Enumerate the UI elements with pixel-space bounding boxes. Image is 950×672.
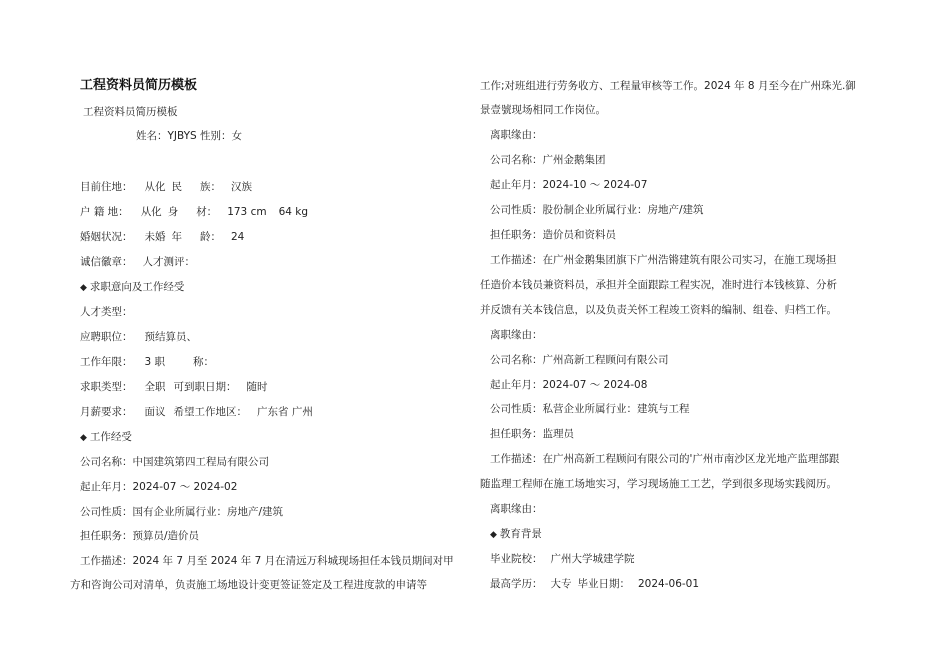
- job2-desc-line1: 工作描述：在广州金鹅集团旗下广州浩锵建筑有限公司实习，在施工现场担: [490, 254, 837, 266]
- job2-company: 公司名称：广州金鹅集团: [490, 154, 606, 166]
- job2-role: 担任职务：造价员和资料员: [490, 229, 616, 241]
- job1-company: 公司名称：中国建筑第四工程局有限公司: [80, 456, 269, 468]
- section-edu-heading: ◆ 教育背景: [490, 528, 542, 540]
- job3-role: 担任职务：监理员: [490, 428, 574, 440]
- section-intent-heading: ◆ 求职意向及工作经受: [80, 281, 185, 293]
- job-type-row: 求职类型： 全职 可到职日期： 随时: [80, 381, 268, 393]
- position-row: 应聘职位： 预结算员、: [80, 331, 197, 343]
- school-row: 毕业院校： 广州大学城建学院: [490, 553, 635, 565]
- section-work-heading: ◆ 工作经受: [80, 431, 132, 443]
- job2-leave: 离职缘由：: [490, 329, 543, 341]
- credit-row: 诚信徽章： 人才测评：: [80, 256, 195, 268]
- residence-row: 目前住地： 从化 民 族： 汉族: [80, 181, 252, 193]
- job1-leave: 离职缘由：: [490, 129, 543, 141]
- marital-row: 婚姻状况： 未婚 年 龄： 24: [80, 231, 245, 243]
- diamond-bullet-icon: ◆: [490, 530, 497, 540]
- job3-desc-line2: 随监理工程师在施工场地实习，学习现场施工工艺，学到很多现场实践阅历。: [480, 478, 837, 490]
- job3-nature: 公司性质：私营企业所属行业：建筑与工程: [490, 403, 690, 415]
- job2-desc-line2: 任造价本钱员兼资料员，承担并全面跟踪工程实况，准时进行本钱核算、分析: [480, 279, 837, 291]
- job1-desc-line4: 景壹號现场相同工作岗位。: [480, 104, 606, 116]
- job1-role: 担任职务：预算员/造价员: [80, 530, 200, 542]
- diamond-bullet-icon: ◆: [80, 433, 87, 443]
- document-title: 工程资料员简历模板: [80, 78, 198, 93]
- job1-desc-line1: 工作描述：2024 年 7 月至 2024 年 7 月在清远万科城现场担任本钱员期间对甲: [80, 555, 454, 567]
- job2-period: 起止年月：2024-10 ～ 2024-07: [490, 179, 648, 191]
- job3-desc-line1: 工作描述：在广州高新工程顾问有限公司的'广州市南沙区龙光地产监理部跟: [490, 453, 840, 465]
- subtitle: 工程资料员简历模板: [83, 106, 178, 118]
- diamond-bullet-icon: ◆: [80, 283, 87, 293]
- degree-row: 最高学历： 大专 毕业日期： 2024-06-01: [490, 578, 700, 590]
- job2-desc-line3: 并反馈有关本钱信息，以及负责关怀工程竣工资料的编制、组卷、归档工作。: [480, 304, 837, 316]
- job3-company: 公司名称：广州高新工程顾问有限公司: [490, 354, 669, 366]
- job3-leave: 离职缘由：: [490, 503, 543, 515]
- job2-nature: 公司性质：股份制企业所属行业：房地产/建筑: [490, 204, 704, 216]
- job1-period: 起止年月：2024-07 ～ 2024-02: [80, 481, 238, 493]
- job1-desc-line3: 工作;对班组进行劳务收方、工程量审核等工作。2024 年 8 月至今在广州珠光.御: [480, 80, 856, 92]
- name-gender: 姓名：YJBYS 性别：女: [136, 130, 243, 142]
- hukou-row: 户 籍 地： 从化 身 材： 173 cm 64 kg: [80, 206, 309, 218]
- job1-desc-line2: 方和咨询公司对清单，负责施工场地设计变更签证签定及工程进度款的申请等: [70, 579, 427, 591]
- salary-row: 月薪要求： 面议 希望工作地区： 广东省 广州: [80, 406, 313, 418]
- years-row: 工作年限： 3 职 称：: [80, 356, 215, 368]
- job1-nature: 公司性质：国有企业所属行业：房地产/建筑: [80, 506, 284, 518]
- talent-type: 人才类型：: [80, 306, 133, 318]
- job3-period: 起止年月：2024-07 ～ 2024-08: [490, 379, 648, 391]
